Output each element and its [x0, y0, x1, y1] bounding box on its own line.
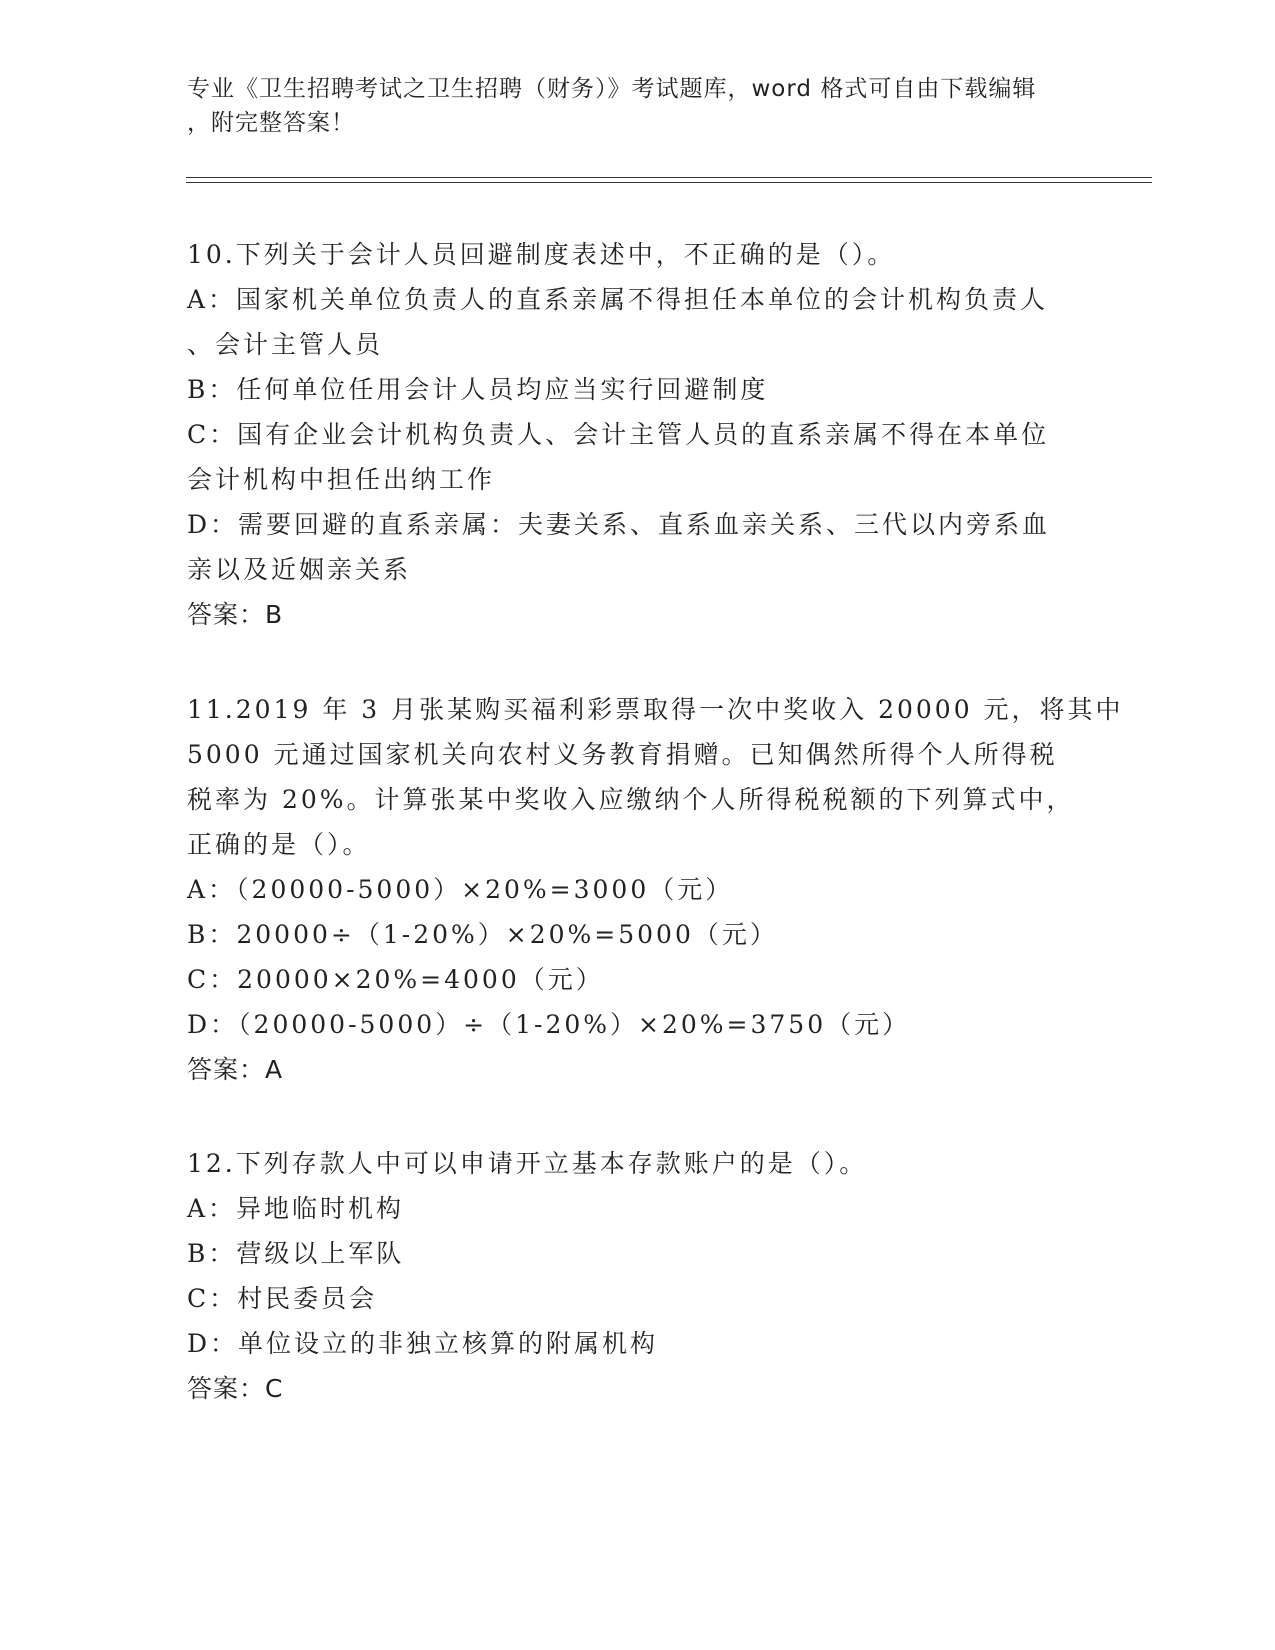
option-b: B：20000÷（1-20%）×20%=5000（元） — [187, 920, 778, 949]
header-line-1: 专业《卫生招聘考试之卫生招聘（财务）》考试题库，word 格式可自由下载编辑 — [187, 76, 1037, 102]
question-12 — [187, 1141, 1087, 1411]
option-d: D：单位设立的非独立核算的附属机构 — [187, 1329, 659, 1358]
answer-label: 答案：B — [187, 600, 284, 629]
header-line-2: ，附完整答案！ — [187, 110, 355, 136]
question-stem: 11.2019 年 3 月张某购买福利彩票取得一次中奖收入 20000 元，将其中 — [187, 695, 1124, 724]
option-c: C：国有企业会计机构负责人、会计主管人员的直系亲属不得在本单位 — [187, 420, 1050, 449]
option-d: D：（20000-5000）÷（1-20%）×20%=3750（元） — [187, 1010, 911, 1039]
question-stem-continued: 5000 元通过国家机关向农村义务教育捐赠。已知偶然所得个人所得税 — [187, 740, 1058, 769]
question-stem: 10.下列关于会计人员回避制度表述中，不正确的是（）。 — [187, 240, 896, 269]
option-c-continued: 会计机构中担任出纳工作 — [187, 465, 496, 494]
option-a: A：国家机关单位负责人的直系亲属不得担任本单位的会计机构负责人 — [187, 285, 1049, 314]
option-d: D：需要回避的直系亲属：夫妻关系、直系血亲关系、三代以内旁系血 — [187, 510, 1051, 539]
answer-label: 答案：A — [187, 1055, 284, 1084]
option-a-continued: 、会计主管人员 — [187, 330, 384, 359]
question-11 — [187, 687, 1124, 1092]
question-stem-continued: 正确的是（）。 — [187, 830, 371, 859]
option-a: A：（20000-5000）×20%=3000（元） — [187, 875, 734, 904]
header-divider-top — [186, 177, 1152, 178]
option-b: B：营级以上军队 — [187, 1239, 405, 1268]
question-stem: 12.下列存款人中可以申请开立基本存款账户的是（）。 — [187, 1149, 868, 1178]
option-d-continued: 亲以及近姻亲关系 — [187, 555, 412, 584]
option-c: C：20000×20%=4000（元） — [187, 965, 604, 994]
question-stem-continued: 税率为 20%。计算张某中奖收入应缴纳个人所得税税额的下列算式中， — [187, 785, 1075, 814]
answer-label: 答案：C — [187, 1374, 284, 1403]
document-header — [187, 72, 1067, 140]
option-a: A：异地临时机构 — [187, 1194, 405, 1223]
question-10 — [187, 232, 1087, 637]
option-b: B：任何单位任用会计人员均应当实行回避制度 — [187, 375, 769, 404]
option-c: C：村民委员会 — [187, 1284, 378, 1313]
header-divider-bottom — [186, 182, 1152, 183]
